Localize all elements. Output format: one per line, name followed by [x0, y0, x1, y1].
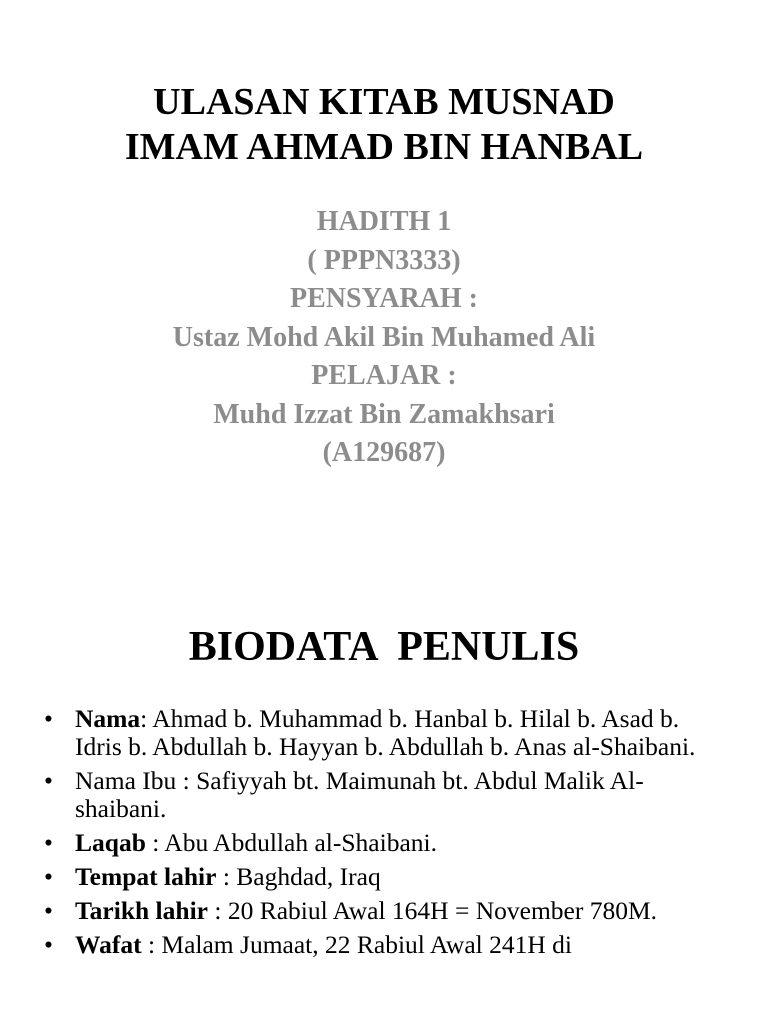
item-text: : Abu Abdullah al-Shaibani. — [145, 828, 437, 857]
subtitle-line: ( PPPN3333) — [307, 244, 461, 276]
title-line: ULASAN KITAB MUSNAD — [153, 81, 615, 123]
item-text: : 20 Rabiul Awal 164H = November 780M. — [207, 896, 658, 925]
item-label: Laqab — [75, 828, 146, 857]
list-item — [44, 897, 728, 925]
section-title: BIODATA PENULIS — [188, 624, 580, 670]
list-item — [44, 931, 728, 959]
subtitle-block — [0, 203, 768, 473]
subtitle-line: Ustaz Mohd Akil Bin Muhamed Ali — [172, 321, 596, 353]
main-title — [0, 80, 768, 170]
slide-biodata — [0, 570, 768, 1024]
item-text: : Ahmad b. Muhammad b. Hanbal b. Hilal b. Asad b. Idris b. Abdullah b. Hayyan b. Abdullah b. Anas al-Shaibani. — [75, 704, 696, 761]
item-text: : Malam Jumaat, 22 Rabiul Awal 241H di — [141, 930, 572, 959]
list-item — [44, 863, 728, 891]
subtitle-line: (A129687) — [322, 437, 446, 468]
list-item — [44, 829, 728, 857]
item-label: Nama — [75, 704, 141, 733]
subtitle-line: Muhd Izzat Bin Zamakhsari — [213, 398, 555, 430]
item-label: Tarikh lahir — [75, 896, 208, 925]
list-item — [44, 705, 728, 761]
item-text: Nama Ibu : Safiyyah bt. Maimunah bt. Abdul Malik Al-shaibani. — [75, 766, 644, 823]
subtitle-line: PELAJAR : — [311, 360, 457, 391]
item-text: : Baghdad, Iraq — [216, 862, 381, 891]
list-item — [44, 767, 728, 823]
item-label: Tempat lahir — [75, 862, 217, 891]
item-label: Wafat — [75, 930, 142, 959]
subtitle-line: HADITH 1 — [316, 206, 452, 237]
biodata-list — [44, 705, 728, 965]
title-line: IMAM AHMAD BIN HANBAL — [124, 126, 644, 168]
subtitle-line: PENSYARAH : — [290, 283, 478, 314]
